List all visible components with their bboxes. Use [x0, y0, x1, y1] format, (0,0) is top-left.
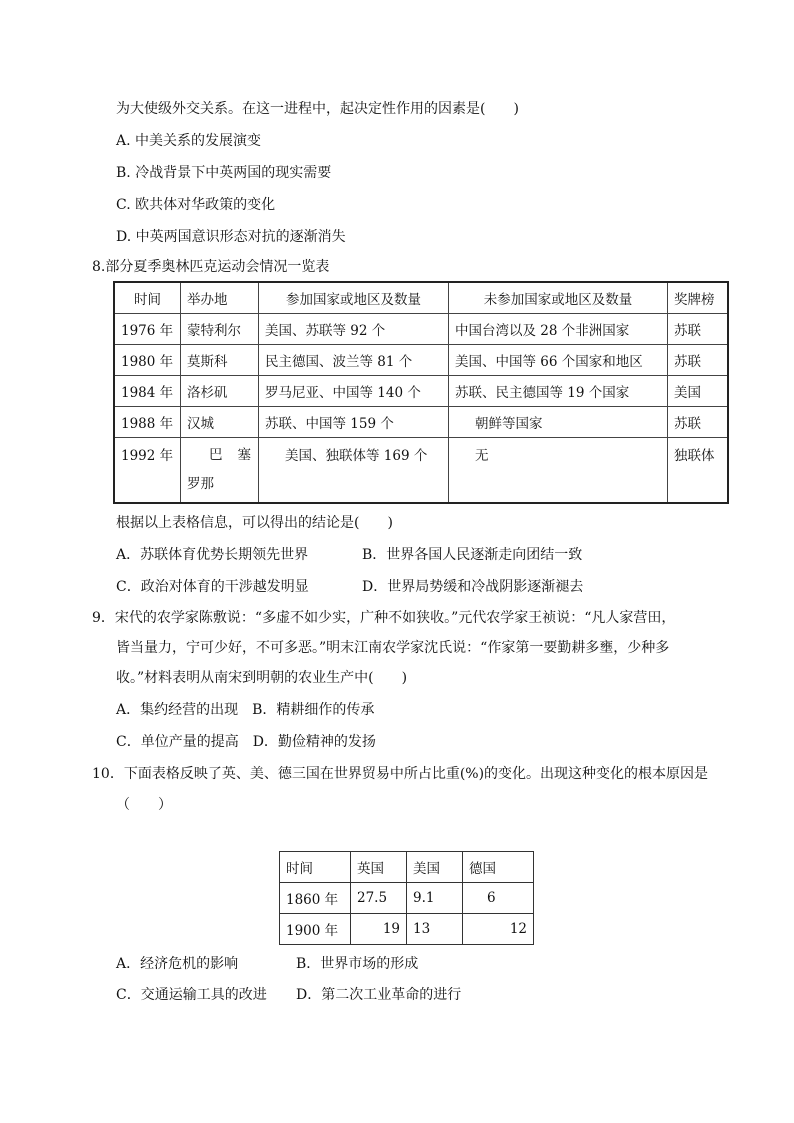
header-cell: 美国 [407, 852, 463, 883]
olympic-table [113, 281, 729, 504]
table-cell: 莫斯科 [181, 345, 259, 376]
table-cell: 1976 年 [114, 314, 181, 345]
header-cell: 奖牌榜 [668, 282, 729, 314]
table-cell: 27.5 [351, 883, 407, 914]
q8-option-c: C．政治对体育的干涉越发明显 [116, 579, 309, 595]
table-cell: 6 [463, 883, 534, 914]
table-cell: 蒙特利尔 [181, 314, 259, 345]
q10-option-a: A．经济危机的影响 [116, 956, 239, 972]
table-row [114, 314, 728, 345]
table-row [114, 438, 728, 504]
table-cell: 9.1 [407, 883, 463, 914]
header-cell: 德国 [463, 852, 534, 883]
table-cell: 苏联 [668, 407, 729, 438]
q7-option-a: A. 中美关系的发展演变 [116, 133, 262, 149]
table-cell: 美国、独联体等 169 个 [259, 438, 449, 504]
table-cell: 13 [407, 914, 463, 945]
header-cell: 时间 [114, 282, 181, 314]
place-part: 塞 [237, 447, 252, 463]
table-cell: 1900 年 [280, 914, 351, 945]
q8-question: 根据以上表格信息，可以得出的结论是( ) [116, 515, 393, 531]
table-cell: 1988 年 [114, 407, 181, 438]
q8-option-b: B．世界各国人民逐渐走向团结一致 [362, 547, 583, 563]
table-cell: 民主德国、波兰等 81 个 [259, 345, 449, 376]
table-cell: 12 [463, 914, 534, 945]
q10-option-d: D．第二次工业革命的进行 [296, 987, 462, 1003]
table-cell: 汉城 [181, 407, 259, 438]
table-cell: 1984 年 [114, 376, 181, 407]
table-cell: 苏联、中国等 159 个 [259, 407, 449, 438]
q8-title: 8.部分夏季奥林匹克运动会情况一览表 [92, 259, 330, 275]
header-cell: 未参加国家或地区及数量 [449, 282, 668, 314]
q7-option-c: C. 欧共体对华政策的变化 [116, 197, 276, 213]
q8-option-a: A．苏联体育优势长期领先世界 [116, 547, 309, 563]
table-cell-place [181, 438, 259, 504]
table-cell: 美国 [668, 376, 729, 407]
q9-line-1: 9．宋代的农学家陈敷说：“多虚不如少实，广种不如狭收。”元代农学家王祯说：“凡人家营田， [92, 610, 676, 626]
header-cell: 举办地 [181, 282, 259, 314]
table-row [280, 883, 534, 914]
table-row [114, 345, 728, 376]
q8-option-d: D．世界局势缓和冷战阴影逐渐褪去 [362, 579, 584, 595]
table-row [114, 407, 728, 438]
q9-options-row-1: A．集约经营的出现 B．精耕细作的传承 [116, 702, 375, 718]
q7-option-b: B. 冷战背景下中英两国的现实需要 [116, 165, 332, 181]
table-cell: 朝鲜等国家 [449, 407, 668, 438]
q10-option-c: C．交通运输工具的改进 [116, 987, 267, 1003]
q7-stem: 为大使级外交关系。在这一进程中，起决定性作用的因素是( ) [116, 101, 519, 117]
header-cell: 时间 [280, 852, 351, 883]
q10-line-1: 10．下面表格反映了英、美、德三国在世界贸易中所占比重(%)的变化。出现这种变化的根本原因是 [92, 766, 709, 782]
table-cell: 洛杉矶 [181, 376, 259, 407]
table-header-row [114, 282, 728, 314]
table-cell: 苏联、民主德国等 19 个国家 [449, 376, 668, 407]
trade-table [279, 851, 534, 945]
q9-options-row-2: C．单位产量的提高 D．勤俭精神的发扬 [116, 734, 376, 750]
q10-option-b: B．世界市场的形成 [296, 956, 419, 972]
table-cell: 独联体 [668, 438, 729, 504]
table-row [114, 376, 728, 407]
table-cell: 1860 年 [280, 883, 351, 914]
table-cell: 1980 年 [114, 345, 181, 376]
place-part: 罗那 [187, 476, 214, 492]
table-header-row [280, 852, 534, 883]
table-cell: 罗马尼亚、中国等 140 个 [259, 376, 449, 407]
table-cell: 中国台湾以及 28 个非洲国家 [449, 314, 668, 345]
header-cell: 参加国家或地区及数量 [259, 282, 449, 314]
q10-line-2: （ ） [116, 797, 172, 813]
header-cell: 英国 [351, 852, 407, 883]
table-cell: 19 [351, 914, 407, 945]
table-cell: 1992 年 [114, 438, 181, 504]
table-cell: 美国、中国等 66 个国家和地区 [449, 345, 668, 376]
place-part: 巴 [209, 447, 224, 463]
table-cell: 苏联 [668, 314, 729, 345]
q9-line-3: 收。”材料表明从南宋到明朝的农业生产中( ) [116, 670, 408, 686]
table-cell: 苏联 [668, 345, 729, 376]
table-cell: 美国、苏联等 92 个 [259, 314, 449, 345]
table-row [280, 914, 534, 945]
q7-option-d: D. 中英两国意识形态对抗的逐渐消失 [116, 229, 346, 245]
table-cell: 无 [449, 438, 668, 504]
q9-line-2: 皆当量力，宁可少好，不可多恶。”明末江南农学家沈氏说：“作家第一要勤耕多壅，少种多 [116, 640, 670, 656]
